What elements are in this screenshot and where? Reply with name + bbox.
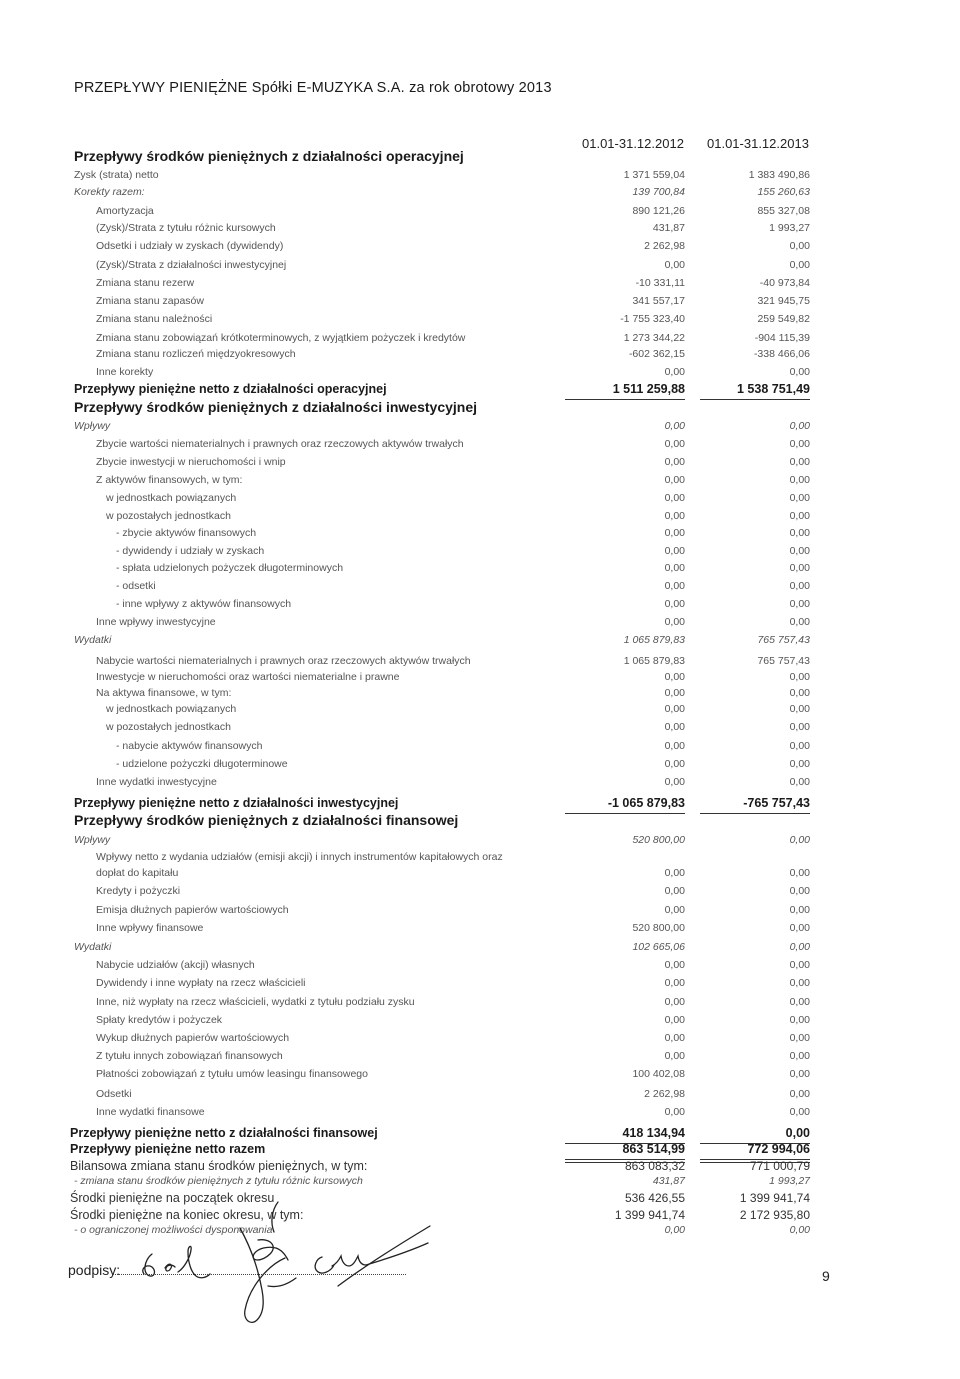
value-2013: 0,00 [789, 545, 810, 557]
row-label: Zmiana stanu należności [96, 313, 213, 325]
row-label: - spłata udzielonych pożyczek długoterminowych [116, 562, 344, 574]
value-2012: 431,87 [652, 1175, 685, 1187]
row-label: - inne wpływy z aktywów finansowych [116, 598, 292, 610]
row-label: Emisja dłużnych papierów wartościowych [96, 904, 289, 916]
column-header-2013: 01.01-31.12.2013 [707, 136, 809, 151]
row-label: w pozostałych jednostkach [106, 721, 231, 733]
value-2013: 0,00 [789, 240, 810, 252]
value-2013: 0,00 [789, 1068, 810, 1080]
value-2012: 0,00 [664, 1224, 685, 1236]
value-2013: 0,00 [789, 740, 810, 752]
value-2013: -904 115,39 [754, 332, 810, 344]
value-2012: 1 371 559,04 [623, 169, 685, 181]
row-label: Zmiana stanu zobowiązań krótkoterminowych, z wyjątkiem pożyczek i kredytów [96, 332, 466, 344]
page-number: 9 [822, 1268, 830, 1284]
value-2012: 0,00 [664, 598, 685, 610]
value-2012: 890 121,26 [632, 205, 685, 217]
row-label: (Zysk)/Strata z tytułu różnic kursowych [96, 222, 276, 234]
row-label: Wydatki [74, 634, 112, 646]
row-label: dopłat do kapitału [96, 867, 179, 879]
row-label: Inne, niż wypłaty na rzecz właścicieli, wydatki z tytułu podziału zysku [96, 996, 415, 1008]
row-label: Na aktywa finansowe, w tym: [96, 687, 232, 699]
row-label: - udzielone pożyczki długoterminowe [116, 758, 288, 770]
row-label: - zmiana stanu środków pieniężnych z tytułu różnic kursowych [74, 1175, 363, 1187]
value-2013: 1 993,27 [769, 1175, 810, 1187]
value-2013: 0,00 [789, 438, 810, 450]
value-2013: 0,00 [789, 474, 810, 486]
value-2013: 0,00 [789, 703, 810, 715]
value-2013: 0,00 [789, 867, 810, 879]
value-2013: 1 538 751,49 [737, 382, 810, 396]
row-label: - o ograniczonej możliwości dysponowania [74, 1224, 273, 1236]
value-2012: 1 065 879,83 [623, 634, 685, 646]
value-2013: 155 260,63 [757, 186, 810, 198]
value-2012: 863 083,32 [624, 1159, 685, 1173]
row-label: Z tytułu innych zobowiązań finansowych [96, 1050, 283, 1062]
row-label: Zmiana stanu rezerw [96, 277, 195, 289]
value-2013: 0,00 [789, 671, 810, 683]
value-2013: 0,00 [789, 1224, 810, 1236]
value-2013: 0,00 [789, 941, 810, 953]
value-2012: 1 511 259,88 [612, 382, 685, 396]
value-2013: 0,00 [789, 1106, 810, 1118]
value-2013: 1 993,27 [769, 222, 810, 234]
value-2013: 771 000,79 [749, 1159, 810, 1173]
row-label: Płatności zobowiązań z tytułu umów leasingu finansowego [96, 1068, 368, 1080]
row-label: Z aktywów finansowych, w tym: [96, 474, 243, 486]
value-2012: 341 557,17 [632, 295, 685, 307]
value-2012: -1 065 879,83 [607, 796, 685, 810]
value-2013: 0,00 [789, 259, 810, 271]
row-label: Przepływy pieniężne netto z działalności finansowej [70, 1126, 378, 1140]
value-2013: 0,00 [789, 904, 810, 916]
value-2012: 0,00 [664, 1106, 685, 1118]
value-2013: 0,00 [789, 510, 810, 522]
row-label: Nabycie wartości niematerialnych i prawnych oraz rzeczowych aktywów trwałych [96, 655, 471, 667]
row-label: w pozostałych jednostkach [106, 510, 231, 522]
value-2013: 2 172 935,80 [739, 1208, 810, 1222]
value-2013: -338 466,06 [753, 348, 810, 360]
column-header-2012: 01.01-31.12.2012 [582, 136, 684, 151]
value-2012: 0,00 [664, 510, 685, 522]
row-label: Inne wydatki finansowe [96, 1106, 205, 1118]
value-2012: 0,00 [664, 420, 685, 432]
value-2013: 0,00 [789, 977, 810, 989]
value-2012: 0,00 [664, 721, 685, 733]
value-2012: 102 665,06 [632, 941, 685, 953]
value-2012: 0,00 [664, 259, 685, 271]
row-label: Inwestycje w nieruchomości oraz wartości niematerialne i prawne [96, 671, 400, 683]
row-label: Odsetki [96, 1088, 132, 1100]
value-2012: 1 399 941,74 [614, 1208, 685, 1222]
value-2013: 0,00 [789, 996, 810, 1008]
value-2012: 2 262,98 [644, 240, 685, 252]
value-2012: 0,00 [664, 776, 685, 788]
row-label: Korekty razem: [74, 186, 145, 198]
value-2012: 1 065 879,83 [623, 655, 685, 667]
value-2013: 1 383 490,86 [748, 169, 810, 181]
value-2012: 0,00 [664, 687, 685, 699]
row-label: Spłaty kredytów i pożyczek [96, 1014, 223, 1026]
value-2012: 0,00 [664, 456, 685, 468]
value-2012: 0,00 [664, 977, 685, 989]
row-label: Wpływy [74, 420, 111, 432]
row-label: Inne wpływy inwestycyjne [96, 616, 216, 628]
row-label: Przepływy pieniężne netto z działalności inwestycyjnej [74, 796, 399, 810]
value-2013: 765 757,43 [757, 634, 810, 646]
value-2013: 0,00 [789, 492, 810, 504]
value-2012: 0,00 [664, 904, 685, 916]
value-2012: 0,00 [664, 438, 685, 450]
value-2013: 0,00 [785, 1126, 810, 1140]
value-2013: 0,00 [789, 885, 810, 897]
row-label: Odsetki i udziały w zyskach (dywidendy) [96, 240, 284, 252]
value-2013: 0,00 [789, 687, 810, 699]
row-label: Wykup dłużnych papierów wartościowych [96, 1032, 290, 1044]
row-label: Przepływy pieniężne netto z działalności operacyjnej [74, 382, 387, 396]
value-2012: 0,00 [664, 959, 685, 971]
value-2013: 0,00 [789, 922, 810, 934]
row-label: Przepływy środków pieniężnych z działalności inwestycyjnej [74, 399, 478, 415]
row-label: Przepływy pieniężne netto razem [70, 1142, 266, 1156]
row-label: Bilansowa zmiana stanu środków pieniężnych, w tym: [70, 1159, 368, 1173]
value-2013: 765 757,43 [757, 655, 810, 667]
row-label: - nabycie aktywów finansowych [116, 740, 263, 752]
value-2013: 0,00 [789, 562, 810, 574]
value-2012: -602 362,15 [628, 348, 685, 360]
row-label: w jednostkach powiązanych [106, 492, 237, 504]
value-2012: 0,00 [664, 885, 685, 897]
value-2013: 0,00 [789, 366, 810, 378]
value-2012: 0,00 [664, 474, 685, 486]
row-label: Zbycie wartości niematerialnych i prawnych oraz rzeczowych aktywów trwałych [96, 438, 464, 450]
value-2012: 0,00 [664, 366, 685, 378]
row-label: Wydatki [74, 941, 112, 953]
value-2013: 321 945,75 [757, 295, 810, 307]
value-2013: 0,00 [789, 456, 810, 468]
value-2013: -765 757,43 [743, 796, 810, 810]
value-2012: 431,87 [652, 222, 685, 234]
value-2012: 0,00 [664, 996, 685, 1008]
value-2013: 0,00 [789, 1088, 810, 1100]
value-2012: 0,00 [664, 580, 685, 592]
value-2013: 0,00 [789, 527, 810, 539]
value-2013: 1 399 941,74 [739, 1191, 810, 1205]
row-label: - zbycie aktywów finansowych [116, 527, 257, 539]
value-2012: 0,00 [664, 867, 685, 879]
value-2013: 0,00 [789, 1050, 810, 1062]
value-2012: -10 331,11 [635, 277, 685, 289]
value-2012: -1 755 323,40 [620, 313, 685, 325]
row-label: Zmiana stanu rozliczeń międzyokresowych [96, 348, 296, 360]
value-2013: 0,00 [789, 580, 810, 592]
row-label: Wpływy [74, 834, 111, 846]
row-label: Przepływy środków pieniężnych z działalności operacyjnej [74, 148, 464, 164]
value-2012: 1 273 344,22 [623, 332, 685, 344]
row-label: Zbycie inwestycji w nieruchomości i wnip [96, 456, 286, 468]
document-title: PRZEPŁYWY PIENIĘŻNE Spółki E-MUZYKA S.A. za rok obrotowy 2013 [74, 80, 552, 96]
row-label: Inne korekty [96, 366, 154, 378]
value-2012: 536 426,55 [624, 1191, 685, 1205]
row-label: Wpływy netto z wydania udziałów (emisji akcji) i innych instrumentów kapitałowych oraz [96, 851, 503, 863]
value-2012: 0,00 [664, 616, 685, 628]
value-2012: 0,00 [664, 527, 685, 539]
value-2013: 0,00 [789, 1032, 810, 1044]
row-label: Amortyzacja [96, 205, 154, 217]
value-2012: 520 800,00 [632, 922, 685, 934]
value-2013: 855 327,08 [757, 205, 810, 217]
signatures-label: podpisy: [68, 1262, 121, 1278]
value-2012: 0,00 [664, 1014, 685, 1026]
value-2013: 0,00 [789, 758, 810, 770]
value-2013: 259 549,82 [757, 313, 810, 325]
value-2013: 0,00 [789, 598, 810, 610]
value-2013: 0,00 [789, 721, 810, 733]
value-2012: 0,00 [664, 1032, 685, 1044]
value-2013: 0,00 [789, 616, 810, 628]
value-2012: 0,00 [664, 545, 685, 557]
value-2012: 0,00 [664, 562, 685, 574]
row-label: w jednostkach powiązanych [106, 703, 237, 715]
row-label: Inne wpływy finansowe [96, 922, 204, 934]
row-label: Zysk (strata) netto [74, 169, 159, 181]
row-label: Zmiana stanu zapasów [96, 295, 204, 307]
value-2012: 0,00 [664, 671, 685, 683]
value-2013: -40 973,84 [759, 277, 810, 289]
value-2013: 0,00 [789, 420, 810, 432]
row-label: - odsetki [116, 580, 156, 592]
row-label: Środki pieniężne na koniec okresu, w tym: [70, 1208, 304, 1222]
value-2012: 0,00 [664, 492, 685, 504]
row-label: Środki pieniężne na początek okresu [70, 1191, 275, 1205]
value-2012: 0,00 [664, 1050, 685, 1062]
value-2013: 0,00 [789, 834, 810, 846]
row-label: - dywidendy i udziały w zyskach [116, 545, 265, 557]
value-2012: 863 514,99 [622, 1142, 685, 1156]
row-label: Inne wydatki inwestycyjne [96, 776, 217, 788]
value-2013: 0,00 [789, 1014, 810, 1026]
value-2012: 0,00 [664, 703, 685, 715]
value-2013: 772 994,06 [747, 1142, 810, 1156]
row-label: (Zysk)/Strata z działalności inwestycyjnej [96, 259, 287, 271]
value-2012: 2 262,98 [644, 1088, 685, 1100]
value-2012: 100 402,08 [632, 1068, 685, 1080]
value-2013: 0,00 [789, 959, 810, 971]
value-2012: 0,00 [664, 758, 685, 770]
row-label: Przepływy środków pieniężnych z działalności finansowej [74, 812, 459, 828]
value-2012: 520 800,00 [632, 834, 685, 846]
value-2012: 139 700,84 [632, 186, 685, 198]
value-2013: 0,00 [789, 776, 810, 788]
row-label: Nabycie udziałów (akcji) własnych [96, 959, 255, 971]
value-2012: 0,00 [664, 740, 685, 752]
row-label: Dywidendy i inne wypłaty na rzecz właścicieli [96, 977, 306, 989]
value-2012: 418 134,94 [622, 1126, 685, 1140]
row-label: Kredyty i pożyczki [96, 885, 181, 897]
